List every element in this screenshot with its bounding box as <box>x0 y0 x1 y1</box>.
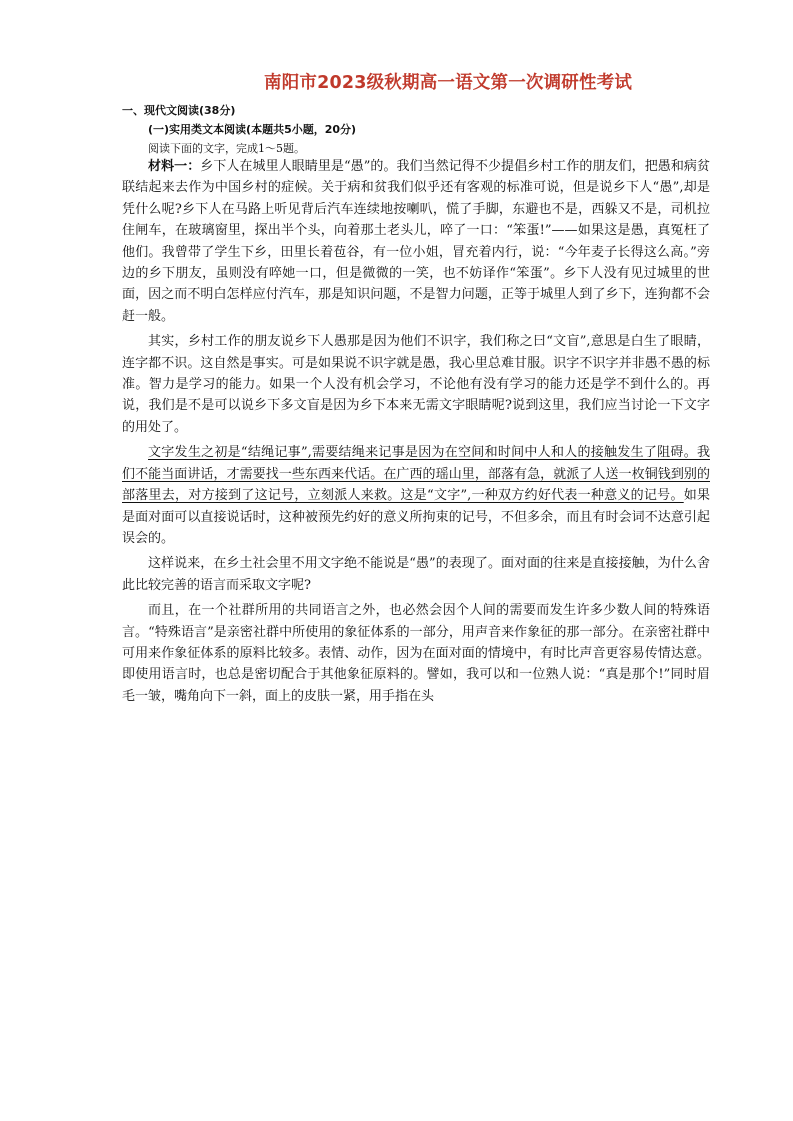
paragraph-text: 乡下人在城里人眼睛里是“愚”的。我们当然记得不少提倡乡村工作的朋友们，把愚和病贫联结起来去作为中国乡村的症候。关于病和贫我们似乎还有客观的标准可说，但是说乡下人“愚”,却是凭什么呢?乡下人在马路上听见背后汽车连续地按喇叭，慌了手脚，东避也不是，西躲又不是，司机拉住闸车，在玻璃窗里，探出半个头，向着那土老头儿，啐了一口：“笨蛋!”——如果这是愚，真冤枉了他们。我曾带了学生下乡，田里长着苞谷，有一位小姐，冒充着内行，说：“今年麦子长得这么高。”旁边的乡下朋友，虽则没有啐她一口，但是微微的一笑，也不妨译作“笨蛋”。乡下人没有见过城里的世面，因之而不明白怎样应付汽车，那是知识问题，不是智力问题，正等于城里人到了乡下，连狗都不会赶一般。 <box>122 159 710 324</box>
paragraph-special-language: 而且，在一个社群所用的共同语言之外，也必然会因个人间的需要而发生许多少数人间的特殊语言。“特殊语言”是亲密社群中所使用的象征体系的一部分，用声音来作象征的那一部分。在亲密社群中可用来作象征体系的原料比较多。表情、动作，因为在面对面的情境中，有时比声音更容易传情达意。即使用语言时，也总是密切配合于其他象征原料的。譬如，我可以和一位熟人说：“真是那个!”同时眉毛一皱，嘴角向下一斜，面上的皮肤一紧，用手指在头 <box>122 603 710 704</box>
paragraph-writing-origin <box>122 442 710 549</box>
exam-title: 南阳市2023级秋期高一语文第一次调研性考试 <box>264 73 633 93</box>
paragraph-face-to-face: 这样说来，在乡土社会里不用文字绝不能说是“愚”的表现了。面对面的往来是直接接触，为什么舍此比较完善的语言而采取文字呢? <box>122 556 710 593</box>
reading-passage <box>122 156 710 711</box>
material-label: 材料一： <box>148 159 201 174</box>
section-heading: 一、现代文阅读(38分) <box>122 104 236 117</box>
reading-instruction: 阅读下面的文字，完成1～5题。 <box>148 142 305 155</box>
paragraph-material-one <box>122 156 710 327</box>
paragraph-illiteracy: 其实，乡村工作的朋友说乡下人愚那是因为他们不识字，我们称之曰“文盲”,意思是白生了眼睛，连字都不识。这自然是事实。可是如果说不识字就是愚，我心里总难甘服。识字不识字并非愚不愚的标准。智力是学习的能力。如果一个人没有机会学习，不论他有没有学习的能力还是学不到什么的。再说，我们是不是可以说乡下多文盲是因为乡下本来无需文字眼睛呢?说到这里，我们应当讨论一下文字的用处了。 <box>122 334 710 435</box>
subsection-heading: (一)实用类文本阅读(本题共5小题，20分) <box>148 123 357 136</box>
paragraph-text: 如果是面对面可以直接说话时，这种被预先约好的意义所拘束的记号，不但多余，而且有时会词不达意引起误会的。 <box>122 488 710 546</box>
underlined-passage: 文字发生之初是“结绳记事”,需要结绳来记事是因为在空间和时间中人和人的接触发生了阻碍。我们不能当面讲话，才需要找一些东西来代话。在广西的瑶山里，部落有急，就派了人送一枚铜钱到别的部落里去，对方接到了这记号，立刻派人来救。这是“文字”,一种双方约好代表一种意义的记号。 <box>122 445 710 504</box>
